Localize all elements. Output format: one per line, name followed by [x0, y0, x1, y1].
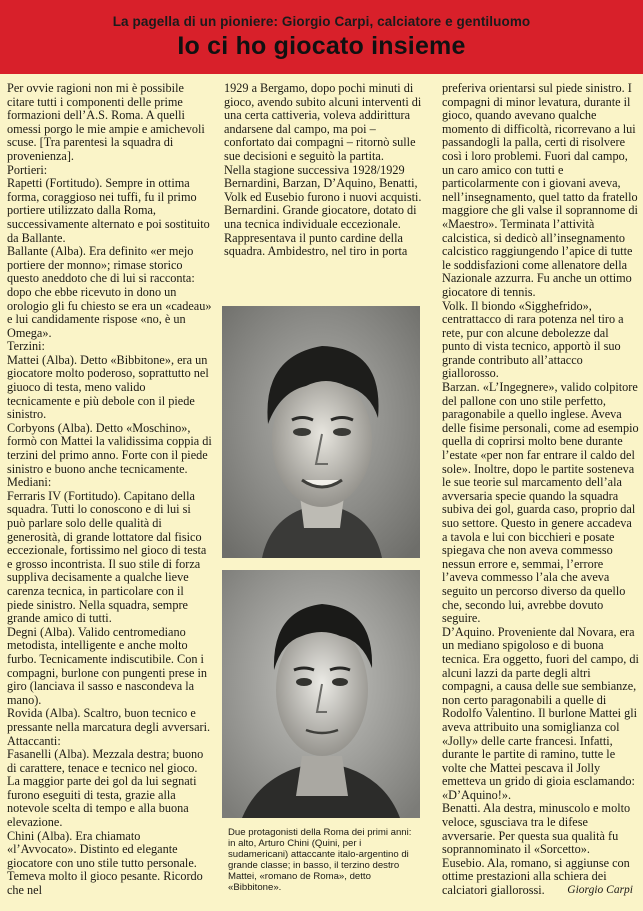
portrait-photo-chini	[222, 306, 420, 558]
text-column-2	[224, 82, 422, 259]
paragraph: Rapetti (Fortitudo). Sempre in ottima forma, coraggioso nei tuffi, fu il primo portiere utilizzato dalla Roma, successivamente alternato e poi sostituito da Ballante.	[7, 176, 210, 245]
paragraph: Benatti. Ala destra, minuscolo e molto veloce, sgusciava tra le difese avversarie. Per questa sua qualità fu soprannominato il «Sorcetto».	[442, 801, 631, 857]
text-column-3	[442, 82, 639, 898]
paragraph: preferiva orientarsi sul piede sinistro. I compagni di minor levatura, durante il gioco, quando avevano qualche momento di difficoltà, ricorrevano a lui passandogli la palla, certi di risolvere così i loro problemi. Fuori dal campo, un caro amico con tutti e particolarmente con i giovani aveva, nell’insegnamento, quel tatto da fratello maggiore che gli valse il soprannome di «Maestro». Terminata l’attività calcistica, si dedicò all’insegnamento calcistico raggiungendo l’apice di tutte le soddisfazioni come allenatore della Nazionale azzurra. Fu anche un ottimo giocatore di tennis.	[442, 81, 638, 299]
paragraph: Barzan. «L’Ingegnere», valido colpitore del pallone con uno stile perfetto, paragonabile a quello inglese. Aveva delle fisime personali, come ad esempio quella di coprirsi molto bene durante l’estate «per non far entrare il caldo del sole». Inoltre, dopo le partite sosteneva le sue teorie sul marcamento dell’ala avversaria specie quando la squadra subiva dei gol, guarda caso, proprio dal suo settore. Questo in genere accadeva a tavola e lui con bicchieri e posate spiegava che non aveva commesso nessun errore e, semmai, l’errore l’aveva commesso l’ala che aveva seguito un percorso diverso da quello che, secondo lui, avrebbe dovuto seguire.	[442, 380, 639, 626]
portrait-photo-mattei	[222, 570, 420, 818]
paragraph: Eusebio. Ala, romano, si aggiunse con ottime prestazioni alla schiera dei calciatori giallorossi.	[442, 855, 630, 898]
paragraph: Ferraris IV (Fortitudo). Capitano della squadra. Tutti lo conoscono e di lui si può parlare solo delle qualità di generosità, di grande lottatore dal fisico eccezionale, fortissimo nel gioco di testa e grosso incontrista. Il suo stile di forza suppliva decisamente a qualche lieve carenza tecnica, in particolare con il piede sinistro. Nella squadra, sempre grande amico di tutti.	[7, 488, 207, 626]
text-column-1	[7, 82, 212, 898]
paragraph: Terzini:	[7, 339, 45, 354]
paragraph: Per ovvie ragioni non mi è possibile citare tutti i componenti delle prime formazioni dell’A.S. Roma. A quelli omessi porgo le mie ampie e amichevoli scuse. [Tra parentesi la squadra di provenienza].	[7, 81, 205, 163]
paragraph: Nella stagione successiva 1928/1929 Bernardini, Barzan, D’Aquino, Benatti, Volk ed Eusebio furono i nuovi acquisti.	[224, 162, 422, 204]
paragraph: Degni (Alba). Valido centromediano metodista, intelligente e anche molto furbo. Tecnicamente indiscutibile. Con i compagni, burlone con pungenti prese in giro (lanciava il sasso e nascondeva la mano).	[7, 624, 208, 707]
photo-caption: Due protagonisti della Roma dei primi anni: in alto, Arturo Chini (Quini, per i sudamericani) attaccante italo-argentino di grande classe; in basso, il terzino destro Mattei, «romano de Roma», detto «Bibbitone».	[228, 827, 412, 893]
paragraph: Rovida (Alba). Scaltro, buon tecnico e pressante nella marcatura degli avversari.	[7, 706, 211, 734]
kicker: La pagella di un pioniere: Giorgio Carpi, calciatore e gentiluomo	[112, 14, 531, 29]
paragraph: Ballante (Alba). Era definito «er mejo portiere der monno»; rimase storico questo aneddoto che di lui si racconta: dopo che ebbe ricevuto in dono un orologio gli fu chiesto se era un «cadeau» e lui candidamente rispose «no, è un Omega».	[7, 244, 212, 340]
paragraph: Corbyons (Alba). Detto «Moschino», formò con Mattei la validissima coppia di terzini del primo anno. Forte con il piede sinistro e buono anche tecnicamente.	[7, 420, 212, 476]
paragraph: Mediani:	[7, 475, 52, 490]
paragraph: D’Aquino. Proveniente dal Novara, era un mediano spigoloso e di buona tecnica. Era oggetto, fuori del campo, di alcuni lazzi da parte degli altri compagni, a causa delle sue sembianze, non certo paragonabili a quelle di Rodolfo Valentino. Il burlone Mattei gli aveva attribuito una somiglianza col «Jolly» delle carte francesi. Infatti, durante le partite di ramino, tutte le volte che Mattei pescava il Jolly emetteva un grido di gioia esclamando: «D’Aquino!».	[442, 624, 639, 802]
title-banner	[0, 0, 643, 74]
paragraph: Chini (Alba). Era chiamato «l’Avvocato». Distinto ed elegante giocatore con uno stile tutto personale. Temeva molto il gioco pesante. Ricordo che nel	[7, 828, 203, 898]
paragraph: 1929 a Bergamo, dopo pochi minuti di gioco, avendo subito alcuni interventi di una certa cattiveria, voleva addirittura andarsene dal campo, ma poi – confortato dai compagni – ritornò sulle sue decisioni e seguitò la partita.	[224, 81, 422, 163]
paragraph: Volk. Il biondo «Sigghefrido», centrattacco di rara potenza nel tiro a rete, pur con alcune debolezze dal punto di vista tecnico, apportò il suo grande contributo all’attacco giallorosso.	[442, 298, 624, 381]
paragraph: Fasanelli (Alba). Mezzala destra; buono di carattere, tenace e tecnico nel gioco. La maggior parte dei gol da lui segnati furono eseguiti di testa, grazie alla notevole scelta di tempo e alla buona elevazione.	[7, 747, 204, 830]
headline: Io ci ho giocato insieme	[177, 32, 466, 60]
author-signature: Giorgio Carpi	[567, 884, 633, 896]
paragraph: Attaccanti:	[7, 733, 61, 748]
paragraph: Mattei (Alba). Detto «Bibbitone», era un giocatore molto poderoso, soprattutto nel giuoco di testa, meno valido tecnicamente e più debole con il piede sinistro.	[7, 352, 209, 422]
paragraph: Portieri:	[7, 162, 48, 177]
paragraph: Bernardini. Grande giocatore, dotato di una tecnica individuale eccezionale. Rappresentava il punto cardine della squadra. Ambidestro, nel tiro in porta	[224, 203, 417, 259]
